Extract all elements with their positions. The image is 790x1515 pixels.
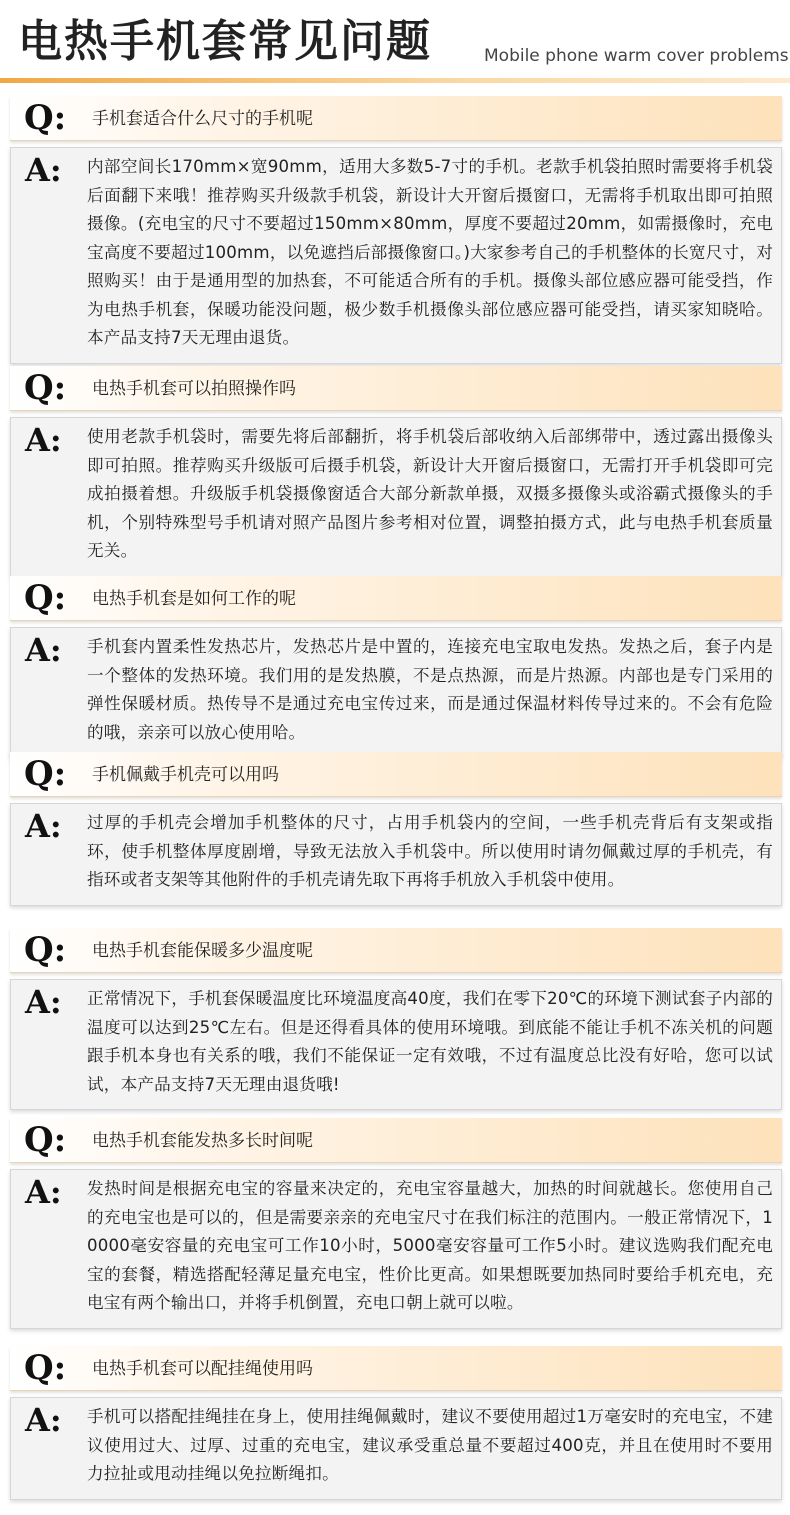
answer-text: 过厚的手机壳会增加手机整体的尺寸，占用手机袋内的空间，一些手机壳背后有支架或指环，使手机整体厚度剧增，导致无法放入手机袋中。所以使用时请勿佩戴过厚的手机壳，有指环或者支架等其他附件的手机壳请先取下再将手机放入手机袋中使用。 (87, 813, 773, 889)
faq-item-1 (10, 96, 782, 364)
question-text: 电热手机套能发热多长时间呢 (92, 1131, 313, 1151)
question-text: 电热手机套可以拍照操作吗 (92, 379, 296, 399)
answer-text: 使用老款手机袋时，需要先将后部翻折，将手机袋后部收纳入后部绑带中，透过露出摄像头即可拍照。推荐购买升级版可后摄手机袋，新设计大开窗后摄窗口，无需打开手机袋即可完成拍摄着想。升级版手机袋摄像窗适合大部分新款单摄，双摄多摄像头或浴霸式摄像头的手机，个别特殊型号手机请对照产品图片参考相对位置，调整拍摄方式，此与电热手机套质量无关。 (87, 427, 773, 560)
answer-text: 手机套内置柔性发热芯片，发热芯片是中置的，连接充电宝取电发热。发热之后，套子内是一个整体的发热环境。我们用的是发热膜，不是点热源，而是片热源。内部也是专门采用的弹性保暖材质。热传导不是通过充电宝传过来，而是通过保温材料传导过来的。不会有危险的哦，亲亲可以放心使用哈。 (87, 637, 773, 742)
answer-marker: A: (25, 983, 62, 1021)
faq-item-7 (10, 1346, 782, 1500)
question-marker: Q: (24, 368, 67, 408)
answer-marker: A: (25, 421, 62, 459)
question-bar (10, 752, 782, 797)
question-marker: Q: (24, 1348, 67, 1388)
question-marker: Q: (24, 1120, 67, 1160)
answer-marker: A: (25, 1173, 62, 1211)
page-subtitle: Mobile phone warm cover problems (484, 46, 789, 66)
answer-box (10, 1169, 782, 1329)
question-text: 电热手机套是如何工作的呢 (92, 589, 296, 609)
question-bar (10, 928, 782, 973)
question-bar (10, 576, 782, 621)
header-divider (0, 78, 790, 83)
question-text: 手机佩戴手机壳可以用吗 (92, 765, 279, 785)
question-bar (10, 96, 782, 141)
answer-box (10, 1397, 782, 1500)
answer-marker: A: (25, 151, 62, 189)
question-bar (10, 1118, 782, 1163)
answer-text: 发热时间是根据充电宝的容量来决定的，充电宝容量越大，加热的时间就越长。您使用自己的充电宝也是可以的，但是需要亲亲的充电宝尺寸在我们标注的范围内。一般正常情况下，10000毫安容量的充电宝可工作10小时，5000毫安容量可工作5小时。建议选购我们配充电宝的套餐，精选搭配轻薄足量充电宝，性价比更高。如果想既要加热同时要给手机充电，充电宝有两个输出口，并将手机倒置，充电口朝上就可以啦。 (87, 1179, 773, 1312)
question-marker: Q: (24, 98, 67, 138)
answer-text: 正常情况下，手机套保暖温度比环境温度高40度，我们在零下20℃的环境下测试套子内部的温度可以达到25℃左右。但是还得看具体的使用环境哦。到底能不能让手机不冻关机的问题跟手机本身也有关系的哦，我们不能保证一定有效哦，不过有温度总比没有好哈，您可以试试，本产品支持7天无理由退货哦! (87, 989, 773, 1094)
answer-box (10, 627, 782, 758)
page-title: 电热手机套常见问题 (18, 16, 432, 67)
answer-marker: A: (25, 1401, 62, 1439)
answer-box (10, 417, 782, 577)
faq-item-2 (10, 366, 782, 577)
faq-item-6 (10, 1118, 782, 1329)
question-marker: Q: (24, 754, 67, 794)
answer-box (10, 803, 782, 906)
faq-item-5 (10, 928, 782, 1110)
answer-text: 内部空间长170mm×宽90mm，适用大多数5-7寸的手机。老款手机袋拍照时需要将手机袋后面翻下来哦！推荐购买升级款手机袋，新设计大开窗后摄窗口，无需将手机取出即可拍照摄像。(充电宝的尺寸不要超过150mm×80mm，厚度不要超过20mm，如需摄像时，充电宝高度不要超过100mm，以免遮挡后部摄像窗口。)大家参考自己的手机整体的长宽尺寸，对照购买！由于是通用型的加热套，不可能适合所有的手机。摄像头部位感应器可能受挡，作为电热手机套，保暖功能没问题，极少数手机摄像头部位感应器可能受挡，请买家知晓哈。本产品支持7天无理由退货。 (87, 157, 773, 347)
answer-box (10, 147, 782, 364)
answer-marker: A: (25, 807, 62, 845)
question-bar (10, 1346, 782, 1391)
question-marker: Q: (24, 930, 67, 970)
question-marker: Q: (24, 578, 67, 618)
answer-text: 手机可以搭配挂绳挂在身上，使用挂绳佩戴时，建议不要使用超过1万毫安时的充电宝，不建议使用过大、过厚、过重的充电宝，建议承受重总量不要超过400克，并且在使用时不要用力拉扯或甩动挂绳以免拉断绳扣。 (87, 1407, 773, 1483)
answer-box (10, 979, 782, 1110)
question-text: 手机套适合什么尺寸的手机呢 (92, 109, 313, 129)
question-text: 电热手机套能保暖多少温度呢 (92, 941, 313, 961)
faq-item-4 (10, 752, 782, 906)
faq-item-3 (10, 576, 782, 758)
question-text: 电热手机套可以配挂绳使用吗 (92, 1359, 313, 1379)
answer-marker: A: (25, 631, 62, 669)
page-header (0, 0, 790, 84)
question-bar (10, 366, 782, 411)
